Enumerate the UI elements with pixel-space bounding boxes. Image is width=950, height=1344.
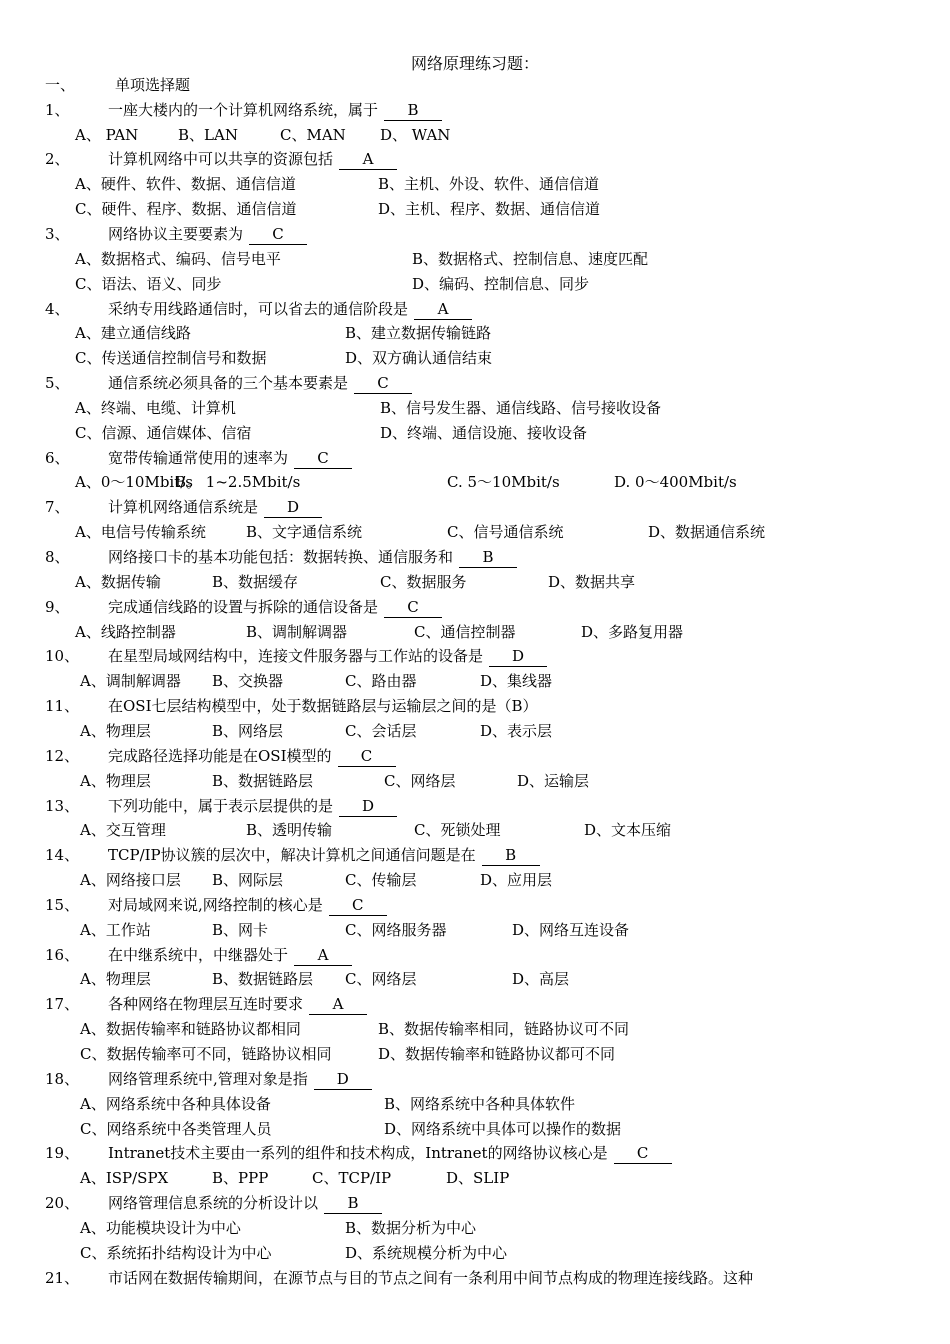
question-19 [0,1141,950,1166]
question-2-options [0,172,950,197]
option: D、终端、通信设施、接收设备 [380,423,588,442]
answer-blank: C [384,597,442,618]
question-stem: 网络管理系统中,管理对象是指 D [108,1067,372,1092]
option: C、硬件、程序、数据、通信信道 [75,200,297,219]
option: C、通信控制器 [414,622,516,641]
question-stem: 在星型局域网结构中，连接文件服务器与工作站的设备是 D [108,644,547,669]
answer-blank: C [329,895,387,916]
question-number: 10、 [45,647,80,666]
option: B、信号发生器、通信线路、信号接收设备 [380,398,662,417]
question-17 [0,992,950,1017]
option: A、建立通信线路 [75,324,191,343]
answer-blank: A [309,994,367,1015]
option: C、信号通信系统 [447,523,564,542]
option: D、应用层 [480,871,553,890]
question-18-options [0,1117,950,1142]
question-14 [0,843,950,868]
option: A、0～10Mbit/s [75,473,194,492]
question-8-options [0,570,950,595]
question-stem: 网络管理信息系统的分析设计以 B [108,1191,382,1216]
question-number: 6、 [45,448,70,467]
option: D、双方确认通信结束 [345,349,493,368]
question-number: 11、 [45,697,80,716]
question-stem: 通信系统必须具备的三个基本要素是 C [108,371,412,396]
question-1 [0,98,950,123]
option: A、物理层 [80,721,151,740]
question-number: 19、 [45,1144,80,1163]
question-21 [0,1266,950,1291]
answer-blank: D [264,497,322,518]
question-3-options [0,247,950,272]
option: D、网络互连设备 [512,920,630,939]
question-number: 4、 [45,299,70,318]
option: C、信源、通信媒体、信宿 [75,423,252,442]
question-5 [0,371,950,396]
option: B、数据格式、控制信息、速度匹配 [412,249,649,268]
question-stem: 在OSI七层结构模型中，处于数据链路层与运输层之间的是（B） [108,697,538,716]
option: D、SLIP [446,1169,510,1188]
option: A、物理层 [80,771,151,790]
option: D、系统规模分析为中心 [345,1243,508,1262]
option: C、网络系统中各类管理人员 [80,1119,272,1138]
question-number: 16、 [45,945,80,964]
question-20-options [0,1216,950,1241]
option: A、数据传输率和链路协议都相同 [80,1020,301,1039]
question-15 [0,893,950,918]
question-stem: 网络协议主要要素为 C [108,222,307,247]
question-stem: 网络接口卡的基本功能包括：数据转换、通信服务和 B [108,545,517,570]
question-11 [0,694,950,719]
question-stem: 市话网在数据传输期间，在源节点与目的节点之间有一条利用中间节点构成的物理连接线路。这种 [108,1268,754,1287]
option: C、数据传输率可不同，链路协议相同 [80,1045,332,1063]
option: A、线路控制器 [75,622,176,641]
option: C、系统拓扑结构设计为中心 [80,1243,272,1262]
question-number: 5、 [45,374,70,393]
option: D、数据传输率和链路协议都可不同 [378,1045,616,1063]
option: D、 WAN [380,125,451,144]
question-17-options [0,1017,950,1042]
question-16 [0,943,950,968]
option: A、工作站 [80,920,151,939]
answer-blank: D [314,1069,372,1090]
option: A、网络接口层 [80,871,181,890]
option: C、网络层 [345,970,417,989]
question-3 [0,222,950,247]
question-18 [0,1067,950,1092]
question-stem: 对局域网来说,网络控制的核心是 C [108,893,387,918]
answer-blank: B [482,845,540,866]
option: D、数据共享 [548,572,636,591]
question-stem: 在中继系统中，中继器处于 A [108,943,352,968]
answer-blank: B [459,547,517,568]
option: B、LAN [178,125,238,144]
question-6 [0,446,950,471]
question-number: 15、 [45,895,80,914]
answer-blank: B [384,100,442,121]
option: B、数据缓存 [212,572,299,591]
option: A、终端、电缆、计算机 [75,398,236,417]
option: C、路由器 [345,672,417,691]
option: A、功能模块设计为中心 [80,1218,241,1237]
section-number: 一、 [45,75,76,94]
question-stem: 宽带传输通常使用的速率为 C [108,446,352,471]
answer-blank: C [354,373,412,394]
option: D、集线器 [480,672,553,691]
option: D、文本压缩 [584,821,672,840]
option: C、网络层 [384,771,456,790]
question-2-options [0,197,950,222]
option: C、传输层 [345,871,417,890]
option: D. 0～400Mbit/s [614,473,737,492]
question-14-options [0,868,950,893]
answer-blank: D [489,646,547,667]
question-number: 21、 [45,1268,80,1287]
option: B、网卡 [212,920,269,939]
question-stem: 计算机网络通信系统是 D [108,495,322,520]
question-16-options [0,967,950,992]
question-stem: 各种网络在物理层互连时要求 A [108,992,367,1017]
question-8 [0,545,950,570]
option: C、MAN [280,125,346,144]
question-4-options [0,321,950,346]
option: B、文字通信系统 [246,523,363,542]
option: C、死锁处理 [414,821,501,840]
option: B、建立数据传输链路 [345,324,492,343]
question-9-options [0,620,950,645]
answer-blank: A [339,149,397,170]
option: A、交互管理 [80,821,166,840]
option: A、数据格式、编码、信号电平 [75,249,281,268]
option: D、网络系统中具体可以操作的数据 [384,1119,622,1138]
option: C、TCP/IP [312,1169,392,1188]
option: C、网络服务器 [345,920,447,939]
option: C、语法、语义、同步 [75,274,222,293]
question-12-options [0,769,950,794]
option: D、运输层 [517,771,590,790]
question-stem: TCP/IP协议簇的层次中，解决计算机之间通信问题是在 B [108,843,540,868]
question-6-options [0,470,950,495]
answer-blank: C [338,746,396,767]
question-number: 1、 [45,100,70,119]
option: C. 5～10Mbit/s [447,473,560,492]
section-heading-text: 单项选择题 [115,75,191,94]
option: B、数据链路层 [212,970,314,989]
answer-blank: D [339,796,397,817]
question-7 [0,495,950,520]
option: A、电信号传输系统 [75,523,206,542]
document-title: 网络原理练习题： [410,54,539,73]
question-2 [0,147,950,172]
question-15-options [0,918,950,943]
question-number: 14、 [45,846,80,865]
question-number: 2、 [45,150,70,169]
option: A、硬件、软件、数据、通信信道 [75,175,296,194]
question-number: 20、 [45,1194,80,1213]
option: B、主机、外设、软件、通信信道 [378,175,600,194]
option: B、数据链路层 [212,771,314,790]
question-stem: 完成通信线路的设置与拆除的通信设备是 C [108,595,442,620]
question-stem: 下列功能中，属于表示层提供的是 D [108,794,397,819]
option: B、数据传输率相同，链路协议可不同 [378,1020,630,1039]
answer-blank: B [324,1193,382,1214]
question-11-options [0,719,950,744]
question-number: 9、 [45,597,70,616]
question-number: 3、 [45,224,70,243]
option: B、网络系统中各种具体软件 [384,1094,576,1113]
question-10 [0,644,950,669]
option: D、主机、程序、数据、通信信道 [378,200,601,219]
question-number: 18、 [45,1069,80,1088]
option: D、编码、控制信息、同步 [412,274,590,293]
option: A、 PAN [75,125,139,144]
option: A、调制解调器 [80,672,181,691]
answer-blank: A [414,299,472,320]
option: C、传送通信控制信号和数据 [75,349,267,368]
question-1-options [0,123,950,148]
option: D、高层 [512,970,570,989]
question-5-options [0,396,950,421]
question-17-options [0,1042,950,1067]
option: B、数据分析为中心 [345,1218,477,1237]
question-number: 12、 [45,746,80,765]
option: A、数据传输 [75,572,161,591]
question-18-options [0,1092,950,1117]
question-number: 8、 [45,548,70,566]
option: B、PPP [212,1169,269,1188]
option: A、物理层 [80,970,151,989]
question-4-options [0,346,950,371]
option: B、透明传输 [246,821,333,840]
question-number: 7、 [45,498,70,517]
answer-blank: C [249,224,307,245]
question-20-options [0,1241,950,1266]
answer-blank: A [294,945,352,966]
question-13 [0,794,950,819]
option: B。 1~2.5Mbit/s [175,473,301,492]
question-19-options [0,1166,950,1191]
question-10-options [0,669,950,694]
option: D、数据通信系统 [648,523,766,542]
question-number: 17、 [45,995,80,1014]
question-number: 13、 [45,796,80,815]
option: B、调制解调器 [246,622,348,641]
answer-blank: C [294,448,352,469]
option: C、会话层 [345,721,417,740]
question-3-options [0,272,950,297]
option: B、网络层 [212,721,284,740]
option: D、多路复用器 [581,622,684,641]
option: D、表示层 [480,721,553,740]
question-20 [0,1191,950,1216]
question-4 [0,297,950,322]
section-heading [0,73,950,98]
answer-blank: C [614,1143,672,1164]
question-stem: 计算机网络中可以共享的资源包括 A [108,147,397,172]
option: B、网际层 [212,871,284,890]
option: C、数据服务 [380,572,467,591]
option: A、网络系统中各种具体设备 [80,1094,271,1113]
question-stem: Intranet技术主要由一系列的组件和技术构成，Intranet的网络协议核心是 C [108,1141,672,1166]
option: B、交换器 [212,672,284,691]
option: A、ISP/SPX [80,1169,169,1188]
question-12 [0,744,950,769]
question-stem: 完成路径选择功能是在OSI模型的 C [108,744,396,769]
question-13-options [0,818,950,843]
question-stem: 采纳专用线路通信时，可以省去的通信阶段是 A [108,297,472,322]
question-9 [0,595,950,620]
question-stem: 一座大楼内的一个计算机网络系统，属于 B [108,98,442,123]
question-7-options [0,520,950,545]
question-5-options [0,421,950,446]
